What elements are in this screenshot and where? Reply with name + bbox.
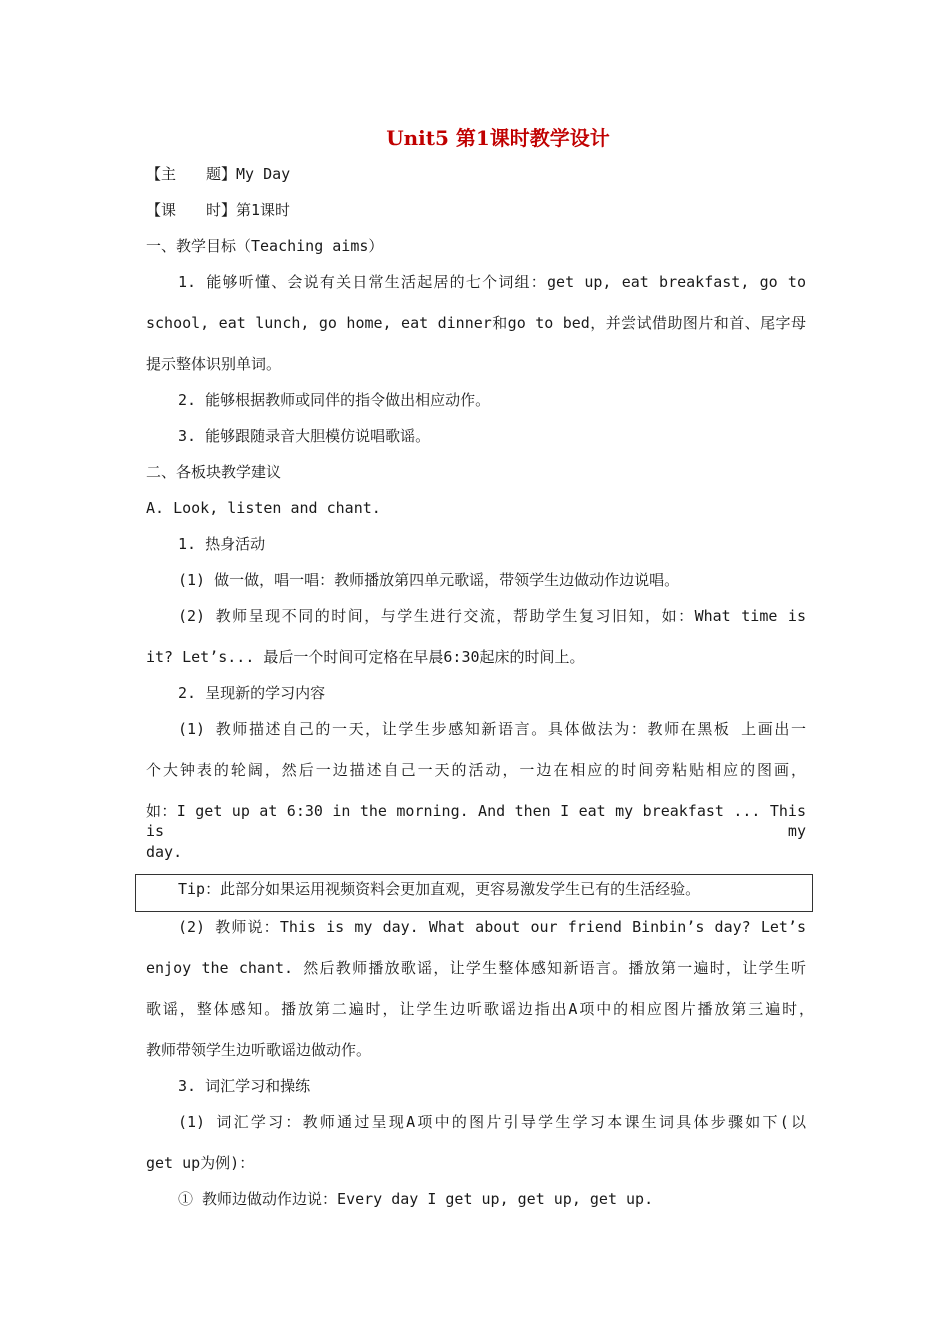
part-a-heading: A. Look, listen and chant. [146,499,381,517]
aim1-line3: 提示整体识别单词。 [146,355,282,373]
document-title: Unit5 第1课时教学设计 [386,126,610,150]
section1-heading: 一、教学目标（Teaching aims） [146,237,384,255]
step2-item1-line2: 个大钟表的轮阔，然后一边描述自己一天的活动，一边在相应的时间旁粘贴相应的图画， [146,761,806,779]
step2-item1-line3: 如：I get up at 6:30 in the morning. And then I eat my breakfast ... This is my [146,802,806,840]
step2-item2-line1: (2) 教师说：This is my day. What about our friend Binbin’s day? Let’s [178,918,806,936]
step1-heading: 1. 热身活动 [178,535,266,553]
step1-item2-line1: (2) 教师呈现不同的时间，与学生进行交流，帮助学生复习旧知，如：What time is [178,607,806,625]
step3-heading: 3. 词汇学习和操练 [178,1077,311,1095]
aim2: 2. 能够根据教师或同伴的指令做出相应动作。 [178,391,491,409]
aim3: 3. 能够跟随录音大胆模仿说唱歌谣。 [178,427,431,445]
step2-item1-line1: (1) 教师描述自己的一天，让学生步感知新语言。具体做法为：教师在黑板 上画出一 [178,720,806,738]
tip-text: Tip：此部分如果运用视频资料会更加直观，更容易激发学生已有的生活经验。 [178,880,701,898]
aim1-line2: school, eat lunch, go home, eat dinner和go to bed，并尝试借助图片和首、尾字母 [146,314,806,332]
meta-topic: 【主 题】My Day [146,165,291,183]
step2-item2-line4: 教师带领学生边听歌谣边做动作。 [146,1041,372,1059]
step3-item1-line2: get up为例)： [146,1154,255,1172]
section2-heading: 二、各板块教学建议 [146,463,282,481]
step3-item1-line1: (1) 词汇学习：教师通过呈现A项中的图片引导学生学习本课生词具体步骤如下(以 [178,1113,806,1131]
meta-period: 【课 时】第1课时 [146,201,291,219]
aim1-line1: 1. 能够听懂、会说有关日常生活起居的七个词组：get up, eat breakfast, go to [178,273,806,291]
step2-item1-line4: day. [146,843,183,861]
step1-item1: (1) 做一做，唱一唱：教师播放第四单元歌谣，带领学生边做动作边说唱。 [178,571,680,589]
step2-heading: 2. 呈现新的学习内容 [178,684,326,702]
step2-item2-line2: enjoy the chant. 然后教师播放歌谣，让学生整体感知新语言。播放第一遍时，让学生听 [146,959,806,977]
step2-item2-line3: 歌谣，整体感知。播放第二遍时，让学生边听歌谣边指出A项中的相应图片播放第三遍时， [146,1000,814,1018]
step1-item2-line2: it? Let’s... 最后一个时间可定格在早晨6:30起床的时间上。 [146,648,585,666]
step3-item1-sub1: ① 教师边做动作边说：Every day I get up, get up, get up. [178,1190,654,1208]
